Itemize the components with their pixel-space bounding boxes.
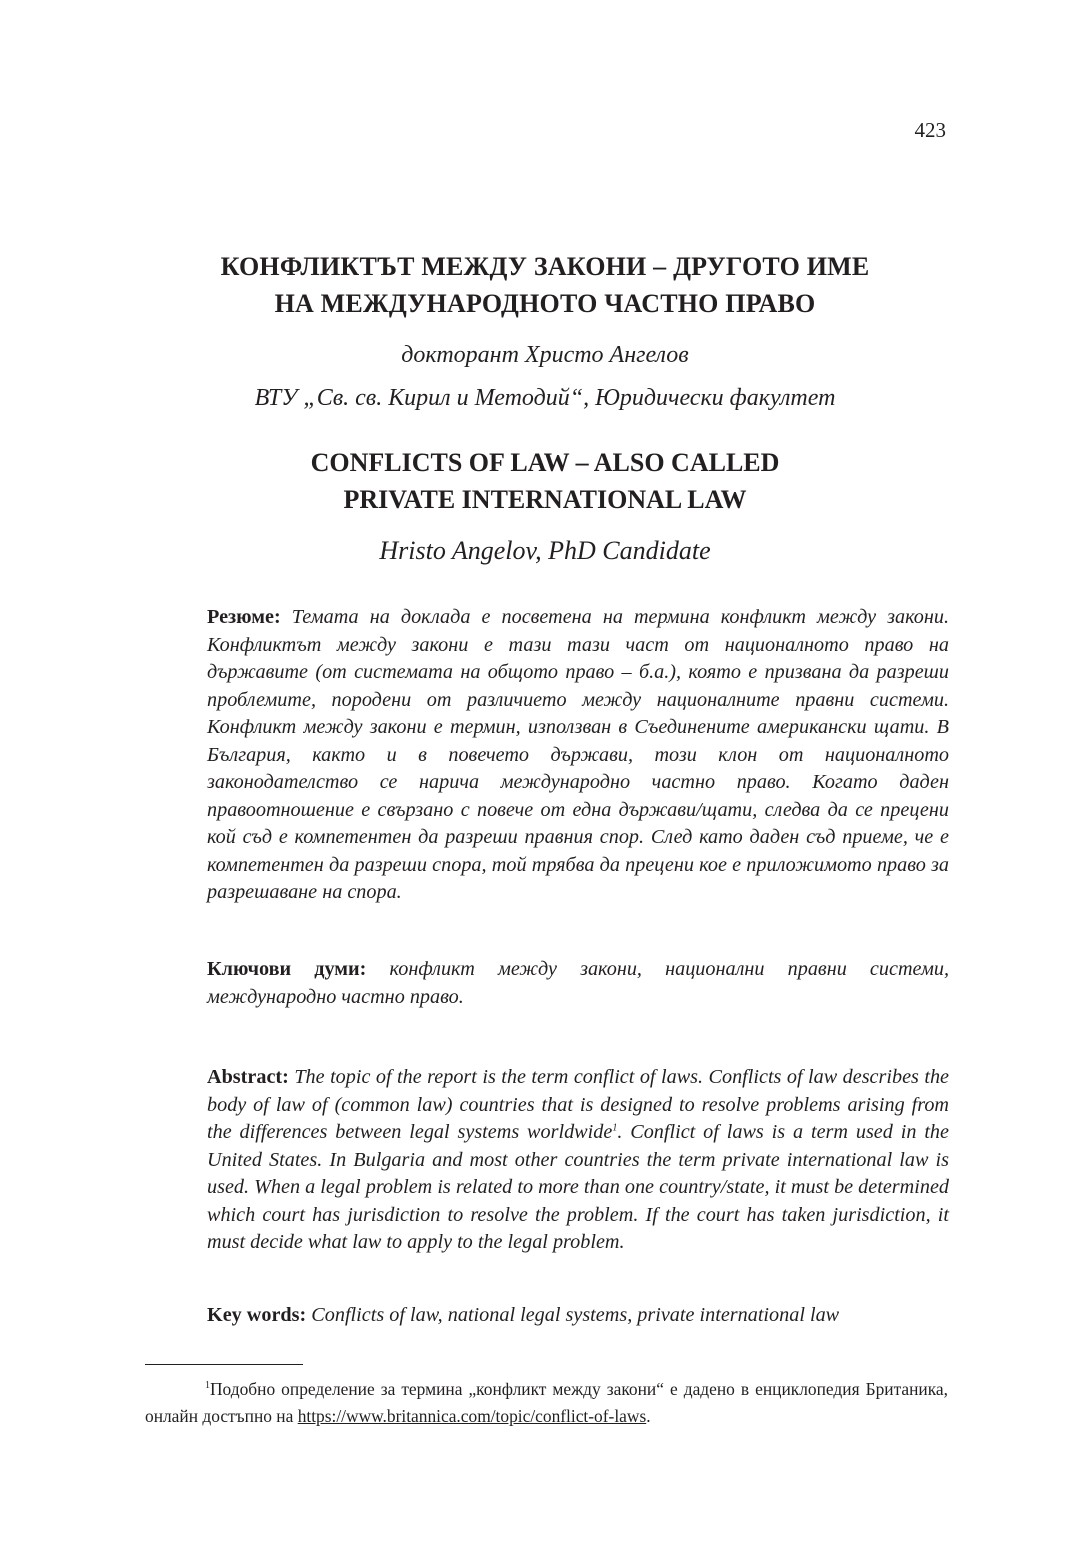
footnote-text: Подобно определение за термина „конфликт между закони“ е дадено в енциклопедия Британика, онлайн достъпно на bbox=[145, 1379, 948, 1426]
summary-text: Темата на доклада е посветена на термина конфликт между закони. Конфликтът между закони е тази тази част от националното право на държавите (от системата на общото право – б.а.), която е призвана да разреши проблемите, породени от различието между националните правни системи. Конфликт между закони е термин, използван в Съединените американски щати. В България, както и в повечето държави, този клон от националното законодателство се нарича международно частно право. Когато даден правоотношение е свързано с повече от една държави/щати, следва да се прецени кой съд е компетентен да разреши правния спор. След като даден съд приеме, че е компетентен да разреши спора, той трябва да прецени кое е приложимото право за разрешаване на спора. bbox=[207, 606, 950, 903]
abstract-text-part2: . Conflict of laws is a term used in the United States. In Bulgaria and most other countries the term private international law is used. When a legal problem is related to more than one country/state, it must be determined which court has jurisdiction to resolve the problem. If the court has taken jurisdiction, it must decide what law to apply to the legal problem. bbox=[207, 1121, 949, 1253]
title-bulgarian-line2: НА МЕЖДУНАРОДНОТО ЧАСТНО ПРАВО bbox=[274, 289, 816, 318]
author-english: Hristo Angelov, PhD Candidate bbox=[379, 536, 711, 565]
keywords-bulgarian bbox=[207, 956, 949, 1011]
summary-label: Резюме: bbox=[207, 606, 281, 628]
footnote-link[interactable]: https://www.britannica.com/topic/conflict-of-laws bbox=[297, 1406, 647, 1426]
author-bulgarian: докторант Христо Ангелов bbox=[401, 342, 689, 368]
footnote-divider bbox=[145, 1364, 303, 1365]
title-bulgarian-line1: КОНФЛИКТЪТ МЕЖДУ ЗАКОНИ – ДРУГОТО ИМЕ bbox=[220, 252, 870, 281]
keywords-bulgarian-text: конфликт между закони, национални правни системи, международно частно право. bbox=[207, 958, 950, 1008]
affiliation-bulgarian: ВТУ „Св. св. Кирил и Методий“, Юридически факултет bbox=[254, 385, 836, 411]
footnote-marker: 1 bbox=[205, 1380, 210, 1392]
summary-bulgarian bbox=[207, 604, 949, 907]
footnote-reference[interactable]: 1 bbox=[612, 1122, 618, 1134]
keywords-english-text: Conflicts of law, national legal systems, private international law bbox=[311, 1304, 840, 1326]
title-english bbox=[100, 444, 990, 518]
footnote-end: . bbox=[646, 1406, 651, 1426]
keywords-english-label: Key words: bbox=[207, 1304, 307, 1326]
footnote bbox=[145, 1376, 948, 1430]
keywords-english bbox=[207, 1302, 949, 1330]
abstract-english bbox=[207, 1064, 949, 1257]
abstract-text-part1: The topic of the report is the term conflict of laws. Conflicts of law describes the body of law of (common law) countries that is designed to resolve problems arising from the differences between legal systems worldwide bbox=[207, 1066, 950, 1143]
page-number: 423 bbox=[914, 118, 946, 142]
title-english-line2: PRIVATE INTERNATIONAL LAW bbox=[343, 485, 747, 514]
title-bulgarian bbox=[100, 248, 990, 322]
keywords-bulgarian-label: Ключови думи: bbox=[207, 958, 367, 980]
title-english-line1: CONFLICTS OF LAW – ALSO CALLED bbox=[310, 448, 780, 477]
abstract-label: Abstract: bbox=[207, 1066, 289, 1088]
